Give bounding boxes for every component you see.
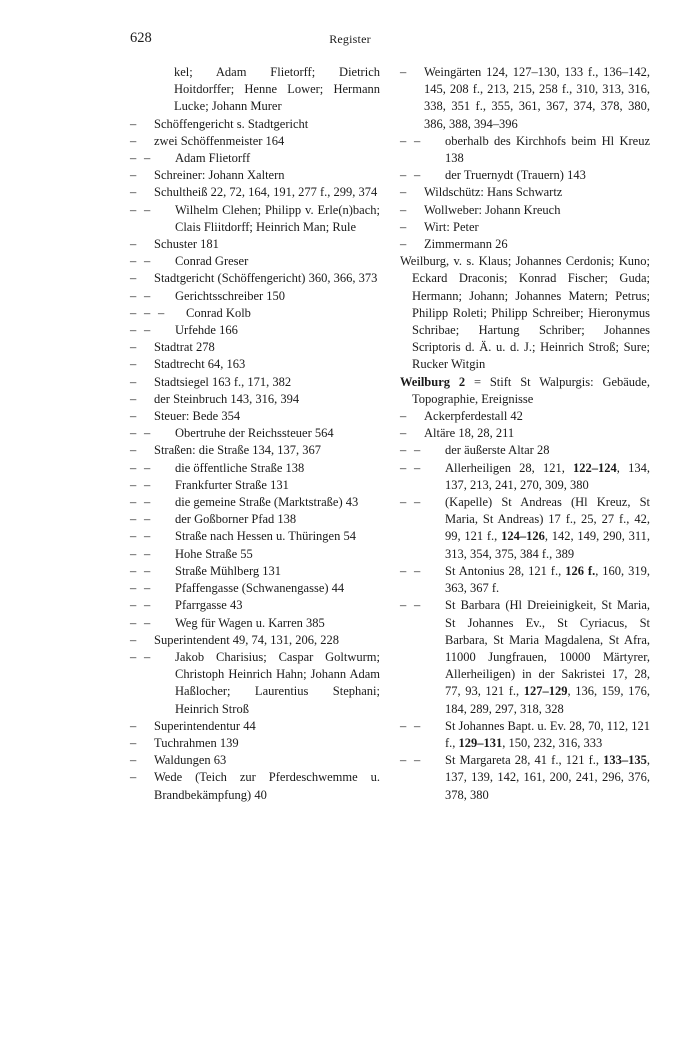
- dash-marker: –: [130, 340, 137, 355]
- index-entry-text: , 142, 149, 290, 311, 313, 354, 375, 384 f., 389: [445, 529, 650, 561]
- dash-marker: –: [130, 615, 137, 630]
- dash-marker: –: [130, 753, 137, 768]
- dash-marker: –: [130, 202, 137, 217]
- dash-marker: –: [130, 495, 137, 510]
- index-entry-text: Weg für Wagen u. Karren 385: [175, 615, 325, 630]
- index-entry-text: die öffentliche Straße 138: [175, 460, 305, 475]
- index-entry-text: St Barbara (Hl Dreieinigkeit, St Maria, St Johannes Ev., St Cyriacus, St Barbara, St Maria Magdalena, St Afra, 11000 Jungfrauen, 10000 Märtyrer, Allerheiligen) in der Sakristei 17, 28, 77, 93, 121 f.,: [445, 598, 650, 699]
- index-entry-text: Jakob Charisius; Caspar Goltwurm; Christoph Heinrich Hahn; Johann Adam Haßlocher; Laurentius Stephani; Heinrich Stroß: [175, 649, 380, 716]
- dash-marker: –: [144, 323, 151, 338]
- dash-marker: –: [130, 271, 137, 286]
- dash-marker: –: [130, 409, 137, 424]
- index-entry: [130, 253, 380, 270]
- index-entry: [400, 219, 650, 236]
- dash-marker: –: [130, 512, 137, 527]
- index-entry: [400, 752, 650, 804]
- index-entry: [130, 649, 380, 718]
- dash-marker: –: [144, 563, 151, 578]
- bold-reference: 129–131: [458, 735, 503, 750]
- dash-marker: –: [400, 718, 407, 733]
- index-entry-text: Wollweber: Johann Kreuch: [424, 202, 561, 217]
- index-entry: [130, 477, 380, 494]
- dash-marker: –: [130, 237, 137, 252]
- index-entry: [130, 735, 380, 752]
- index-entry-text: Schöffengericht s. Stadtgericht: [154, 116, 309, 131]
- dash-marker: –: [400, 65, 407, 79]
- bold-reference: 122–124: [573, 460, 617, 475]
- dash-marker: –: [130, 151, 137, 166]
- dash-marker: –: [414, 718, 421, 733]
- dash-marker: –: [144, 426, 151, 441]
- index-entry: [130, 356, 380, 373]
- dash-marker: –: [130, 133, 137, 148]
- dash-marker: –: [400, 185, 407, 200]
- dash-marker: –: [144, 477, 151, 492]
- dash-marker: –: [130, 254, 137, 269]
- dash-marker: –: [130, 735, 137, 750]
- index-entry-text: Straße nach Hessen u. Thüringen 54: [175, 529, 356, 544]
- index-entry-text: Schultheiß 22, 72, 164, 191, 277 f., 299, 374: [154, 185, 378, 200]
- dash-marker: –: [130, 477, 137, 492]
- index-entry-text: Pfarrgasse 43: [175, 598, 243, 613]
- index-entry: [130, 632, 380, 649]
- index-entry-text: der Goßborner Pfad 138: [175, 512, 297, 527]
- dash-marker: –: [414, 168, 421, 183]
- dash-marker: –: [130, 374, 137, 389]
- dash-marker: –: [400, 563, 407, 578]
- index-entry: [130, 64, 380, 116]
- dash-marker: –: [130, 581, 137, 596]
- dash-marker: –: [130, 770, 137, 785]
- dash-marker: –: [414, 460, 421, 475]
- dash-marker: –: [400, 168, 407, 183]
- dash-marker: –: [130, 116, 137, 131]
- dash-marker: –: [144, 151, 151, 166]
- index-entry: [400, 597, 650, 717]
- index-entry: [130, 202, 380, 236]
- dash-marker: –: [130, 288, 137, 303]
- index-entry: [130, 769, 380, 803]
- index-entry: [400, 202, 650, 219]
- index-entry-text: Wede (Teich zur Pferdeschwemme u. Brandbekämpfung) 40: [154, 770, 380, 802]
- bold-reference: 124–126: [501, 529, 545, 544]
- dash-marker: –: [400, 443, 407, 458]
- dash-marker: –: [400, 133, 407, 148]
- index-entry: [130, 288, 380, 305]
- dash-marker: –: [400, 409, 407, 424]
- index-entry: [130, 133, 380, 150]
- index-entry-text: der Steinbruch 143, 316, 394: [154, 391, 300, 406]
- index-entry-text: (Kapelle) St Andreas (Hl Kreuz, St Maria, St Andreas) 17 f., 25, 27 f., 42, 99, 121 f.,: [445, 495, 650, 544]
- index-entry-text: Ackerpferdestall 42: [424, 409, 523, 424]
- dash-marker: –: [130, 632, 137, 647]
- index-entry: [130, 580, 380, 597]
- index-entry-text: , 137, 139, 142, 161, 200, 241, 296, 376, 378, 380: [445, 753, 650, 802]
- bold-reference: Weilburg 2: [400, 374, 466, 389]
- index-entry: [130, 391, 380, 408]
- bold-reference: 127–129: [523, 684, 568, 699]
- dash-marker: –: [158, 305, 165, 320]
- index-entry: [400, 64, 650, 133]
- index-entry-text: = Stift St Walpurgis: Gebäude, Topographie, Ereignisse: [412, 374, 650, 406]
- dash-marker: –: [144, 202, 151, 217]
- index-entry: [130, 184, 380, 201]
- dash-marker: –: [144, 288, 151, 303]
- index-entry-text: Schreiner: Johann Xaltern: [154, 168, 285, 183]
- index-entry-text: Stadtsiegel 163 f., 171, 382: [154, 374, 292, 389]
- index-entry-text: , 150, 232, 316, 333: [502, 735, 603, 750]
- index-entry: [400, 236, 650, 253]
- right-column: [400, 64, 650, 804]
- index-entry: [130, 442, 380, 459]
- index-entry-text: Weingärten 124, 127–130, 133 f., 136–142, 145, 208 f., 213, 215, 258 f., 310, 313, 316, 338, 351 f., 355, 361, 367, 374, 378, 380, 386, 388, 394–396: [424, 65, 650, 131]
- index-entry: [400, 460, 650, 494]
- index-entry: [400, 133, 650, 167]
- index-entry-text: Straßen: die Straße 134, 137, 367: [154, 443, 321, 458]
- index-entry-text: kel; Adam Flietorff; Dietrich Hoitdorffer; Henne Lower; Hermann Lucke; Johann Murer: [174, 65, 380, 114]
- index-entry-text: der Truernydt (Trauern) 143: [445, 168, 586, 183]
- dash-marker: –: [130, 357, 137, 372]
- index-entry-text: Schuster 181: [154, 237, 219, 252]
- index-entry: [130, 546, 380, 563]
- index-entry-text: Stadtgericht (Schöffengericht) 360, 366, 373: [154, 271, 378, 286]
- dash-marker: –: [400, 219, 407, 234]
- index-entry: [130, 270, 380, 287]
- index-entry-text: Wildschütz: Hans Schwartz: [424, 185, 563, 200]
- index-entry-text: der äußerste Altar 28: [445, 443, 550, 458]
- index-entry-text: , 136, 159, 176, 184, 289, 297, 318, 328: [445, 684, 650, 716]
- dash-marker: –: [144, 460, 151, 475]
- index-entry-text: oberhalb des Kirchhofs beim Hl Kreuz 138: [445, 133, 650, 166]
- bold-reference: 133–135: [603, 753, 647, 768]
- dash-marker: –: [130, 305, 137, 320]
- dash-marker: –: [414, 563, 421, 578]
- index-entry-text: Wirt: Peter: [424, 219, 479, 234]
- index-entry-text: die gemeine Straße (Marktstraße) 43: [175, 495, 359, 510]
- index-entry-text: , 134, 137, 213, 241, 270, 309, 380: [445, 460, 650, 492]
- index-entry-text: Gerichtsschreiber 150: [175, 288, 286, 303]
- index-entry: [400, 167, 650, 184]
- dash-marker: –: [144, 305, 151, 320]
- index-entry: [400, 184, 650, 201]
- index-entry-text: Superintendent 49, 74, 131, 206, 228: [154, 632, 340, 647]
- index-entry-text: St Johannes Bapt. u. Ev. 28, 70, 112, 121 f.,: [445, 718, 650, 750]
- page-header: [0, 30, 700, 50]
- index-headword-entry: [400, 374, 650, 408]
- index-entry: [130, 339, 380, 356]
- left-column: [130, 64, 380, 804]
- dash-marker: –: [414, 133, 421, 148]
- index-entry: [130, 150, 380, 167]
- dash-marker: –: [130, 426, 137, 441]
- index-entry: [400, 442, 650, 459]
- index-entry: [130, 167, 380, 184]
- dash-marker: –: [400, 237, 407, 252]
- index-entry-text: Stadtrecht 64, 163: [154, 357, 246, 372]
- index-entry-text: Obertruhe der Reichssteuer 564: [175, 426, 334, 441]
- dash-marker: –: [144, 615, 151, 630]
- dash-marker: –: [130, 529, 137, 544]
- dash-marker: –: [144, 649, 151, 664]
- index-entry-text: Hohe Straße 55: [175, 546, 253, 561]
- dash-marker: –: [144, 495, 151, 510]
- dash-marker: –: [144, 598, 151, 613]
- index-entry: [130, 305, 380, 322]
- index-entry: [130, 494, 380, 511]
- dash-marker: –: [144, 546, 151, 561]
- index-entry: [130, 563, 380, 580]
- dash-marker: –: [130, 323, 137, 338]
- index-entry: [130, 718, 380, 735]
- index-entry-text: Weilburg, v. s. Klaus; Johannes Cerdonis; Kuno; Eckard Draconis; Konrad Fischer; Guda; Hermann; Johann; Johannes Matern; Petrus; Philipp Roleti; Philipp Schreiber; Hieronymus Schribae; Hartung Schriber; Johannes Scriptoris d. Ä. u. d. J.; Heinrich Stroß; Sure; Rucker Witgin: [400, 254, 650, 372]
- index-entry-text: , 160, 319, 363, 367 f.: [445, 563, 651, 596]
- dash-marker: –: [400, 753, 407, 768]
- index-entry-text: Pfaffengasse (Schwanengasse) 44: [175, 581, 345, 596]
- index-entry-text: Steuer: Bede 354: [154, 409, 241, 424]
- dash-marker: –: [400, 426, 407, 441]
- dash-marker: –: [414, 598, 421, 613]
- index-entry: [400, 494, 650, 563]
- index-entry-text: Adam Flietorff: [175, 151, 251, 166]
- index-entry-text: Tuchrahmen 139: [154, 735, 239, 750]
- dash-marker: –: [144, 529, 151, 544]
- index-entry: [130, 236, 380, 253]
- dash-marker: –: [130, 443, 137, 458]
- index-entry-text: Conrad Greser: [175, 254, 249, 269]
- index-entry: [130, 528, 380, 545]
- index-entry-text: St Margareta 28, 41 f., 121 f.,: [445, 753, 604, 768]
- index-entry-text: Conrad Kolb: [186, 305, 251, 320]
- index-entry: [130, 752, 380, 769]
- index-entry-text: Allerheiligen 28, 121,: [445, 460, 574, 475]
- dash-marker: –: [130, 598, 137, 613]
- index-entry: [130, 374, 380, 391]
- dash-marker: –: [130, 185, 137, 200]
- index-entry-text: Urfehde 166: [175, 323, 238, 338]
- index-entry: [400, 425, 650, 442]
- index-entry: [130, 116, 380, 133]
- index-entry: [400, 563, 650, 597]
- index-entry: [130, 615, 380, 632]
- index-entry-text: Waldungen 63: [154, 753, 227, 768]
- index-entry-text: Stadtrat 278: [154, 340, 215, 355]
- index-entry: [130, 460, 380, 477]
- dash-marker: –: [414, 753, 421, 768]
- index-entry-text: Straße Mühlberg 131: [175, 563, 282, 578]
- dash-marker: –: [130, 546, 137, 561]
- index-entry: [130, 322, 380, 339]
- dash-marker: –: [400, 495, 407, 510]
- dash-marker: –: [130, 391, 137, 406]
- index-entry: [130, 511, 380, 528]
- index-entry-text: St Antonius 28, 121 f.,: [445, 563, 566, 578]
- index-entry-text: Altäre 18, 28, 211: [424, 426, 515, 441]
- dash-marker: –: [130, 460, 137, 475]
- dash-marker: –: [400, 598, 407, 613]
- index-entry-text: zwei Schöffenmeister 164: [154, 133, 285, 148]
- page-number: 628: [130, 30, 152, 46]
- dash-marker: –: [144, 581, 151, 596]
- bold-reference: 126 f.: [565, 563, 596, 578]
- index-entry: [400, 718, 650, 752]
- dash-marker: –: [130, 563, 137, 578]
- dash-marker: –: [414, 495, 421, 510]
- index-entry: [130, 425, 380, 442]
- index-entry: [130, 597, 380, 614]
- dash-marker: –: [144, 512, 151, 527]
- dash-marker: –: [414, 443, 421, 458]
- index-entry-text: Superintendentur 44: [154, 718, 256, 733]
- index-headword-entry: [400, 253, 650, 373]
- running-title: Register: [329, 32, 371, 46]
- index-entry: [400, 408, 650, 425]
- index-entry-text: Wilhelm Clehen; Philipp v. Erle(n)bach; Clais Fliitdorff; Heinrich Man; Rule: [175, 202, 380, 234]
- dash-marker: –: [130, 168, 137, 183]
- dash-marker: –: [130, 649, 137, 664]
- index-entry-text: Frankfurter Straße 131: [175, 477, 289, 492]
- index-entry: [130, 408, 380, 425]
- dash-marker: –: [400, 202, 407, 217]
- index-entry-text: Zimmermann 26: [424, 237, 508, 252]
- dash-marker: –: [144, 254, 151, 269]
- dash-marker: –: [400, 460, 407, 475]
- dash-marker: –: [130, 718, 137, 733]
